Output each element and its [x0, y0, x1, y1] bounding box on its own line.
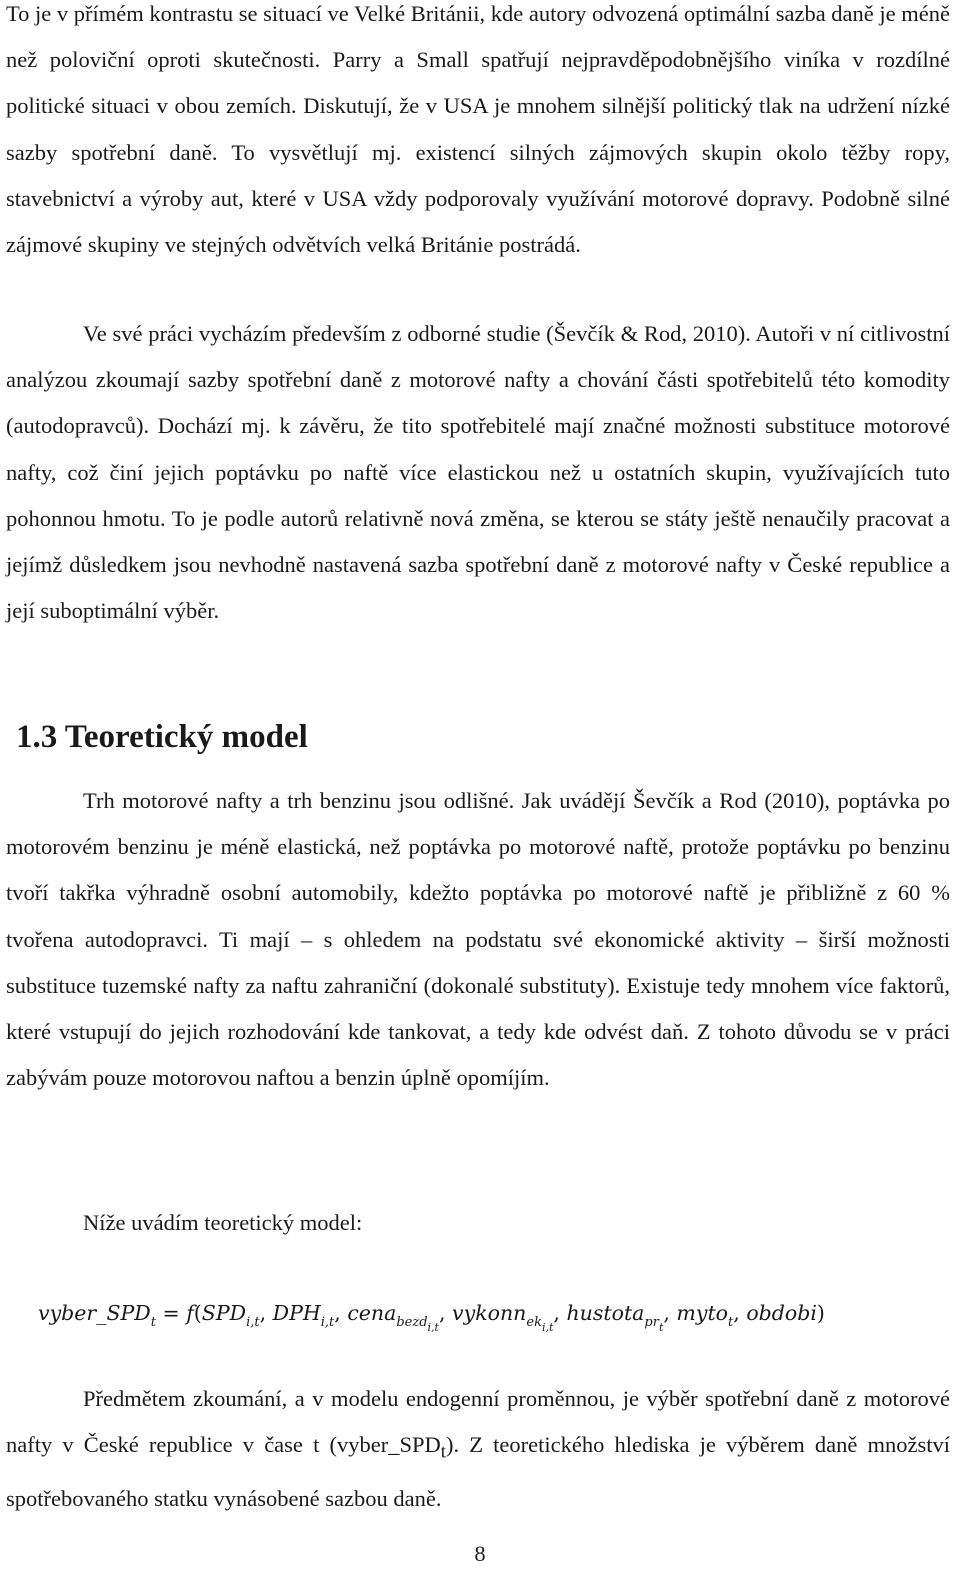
paragraph-2: Ve své práci vycházím především z odborné studie (Ševčík & Rod, 2010). Autoři v ní citlivostní analýzou zkoumají sazby spotřební daně z motorové nafty a chování části spotřebitelů této komodity (autodopravců). Dochází mj. k závěru, že tito spotřebitelé mají značné možnosti substituce motorové nafty, což činí jejich poptávku po naftě více elastickou než u ostatních skupin, využívajících tuto pohonnou hmotu. To je podle autorů relativně nová změna, se kterou se státy ještě nenaučily pracovat a jejímž důsledkem jsou nevhodně nastavená sazba spotřební daně z motorové nafty v České republice a její suboptimální výběr. [6, 321, 950, 624]
formula-separator: , [259, 1301, 273, 1325]
paragraph-3: Trh motorové nafty a trh benzinu jsou odlišné. Jak uvádějí Ševčík a Rod (2010), poptávka po motorovém benzinu je méně elastická, než poptávka po motorové naftě, protože poptávku po benzinu tvoří takřka výhradně osobní automobily, kdežto poptávka po motorové naftě je přibližně z 60 % tvořena autodopravci. Ti mají – s ohledem na podstatu své ekonomické aktivity – širší možnosti substituce tuzemské nafty za naftu zahraniční (dokonalé substituty). Existuje tedy mnohem více faktorů, které vstupují do jejich rozhodování kde tankovat, a tedy kde odvést daň. Z tohoto důvodu se v práci zabývám pouze motorovou naftou a benzin úplně opomíjím. [6, 788, 950, 1091]
formula-open-paren: ( [193, 1301, 202, 1325]
formula-term-vykonn-sub [526, 1315, 554, 1334]
paragraph-5-text-before: Předmětem zkoumání, a v modelu endogenní proměnnou, je výběr spotřební daně z motorové nafty v České republice v čase t (vyber_SPD [6, 1386, 950, 1458]
formula-separator: , [438, 1301, 453, 1325]
formula-term-hustota: hustota [566, 1301, 645, 1325]
model-formula [38, 1288, 938, 1353]
formula-term-vykonn: vykonn [452, 1301, 527, 1325]
paragraph-5-text-after: ). Z teoretického hlediska je výběrem daně množství spotřebovaného statku vynásobené sazbou daně. [6, 1432, 950, 1511]
formula-term-obdobi: obdobi [746, 1301, 817, 1325]
formula-term-hustota-subsub: t [658, 1321, 664, 1334]
formula-lhs: vyber_SPD [38, 1301, 151, 1325]
formula-lhs-sub: t [150, 1315, 156, 1330]
formula-term-vykonn-subsub: i,t [541, 1321, 554, 1334]
formula-term-hustota-sub-text: pr [644, 1315, 659, 1330]
formula-equals: = [155, 1301, 187, 1325]
formula-separator: , [663, 1301, 677, 1325]
paragraph-1: To je v přímém kontrastu se situací ve Velké Británii, kde autory odvozená optimální sazba daně je méně než poloviční oproti skutečnosti. Parry a Small spatřují nejpravděpodobnějšího viníka v rozdílné politické situaci v obou zemích. Diskutují, že v USA je mnohem silnější politický tlak na udržení nízké sazby spotřební daně. To vysvětlují mj. existencí silných zájmových skupin okolo těžby ropy, stavebnictví a výroby aut, které v USA vždy podporovaly využívání motorové dopravy. Podobně silné zájmové skupiny ve stejných odvětvích velká Británie postrádá. [6, 1, 950, 258]
formula-term-dph-sub: i,t [320, 1315, 335, 1330]
formula-term-hustota-sub [644, 1315, 664, 1334]
formula-term-vykonn-sub-text: ek [526, 1315, 542, 1330]
formula-term-myto: myto [676, 1301, 729, 1325]
paragraph-5-subscript: t [440, 1441, 446, 1463]
page-number: 8 [474, 1541, 486, 1566]
formula-term-spd: SPD [201, 1301, 247, 1325]
formula-term-dph: DPH [272, 1301, 321, 1325]
formula-term-myto-sub: t [728, 1315, 734, 1330]
formula-term-cena: cena [347, 1301, 397, 1325]
formula-separator: , [334, 1301, 348, 1325]
formula-term-cena-subsub: i,t [427, 1321, 439, 1334]
formula-term-cena-sub-text: bezd [396, 1315, 428, 1330]
paragraph-5 [6, 1376, 950, 1522]
formula-term-spd-sub: i,t [246, 1315, 260, 1330]
formula-separator: , [553, 1301, 567, 1325]
model-intro: Níže uvádím teoretický model: [83, 1210, 363, 1235]
formula-separator: , [733, 1301, 747, 1325]
formula-function: f [186, 1301, 194, 1325]
formula-close-paren: ) [816, 1301, 825, 1325]
section-heading: 1.3 Teoretický model [16, 719, 308, 755]
formula-term-cena-sub [396, 1315, 439, 1334]
